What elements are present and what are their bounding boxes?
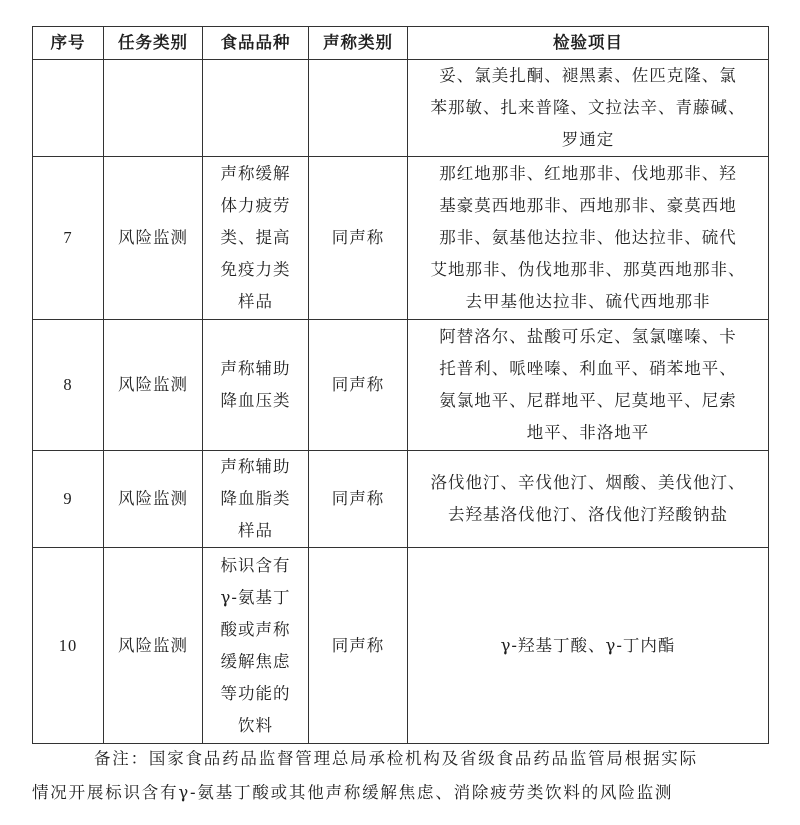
item-line: 艾地那非、伪伐地那非、那莫西地那非、 <box>430 260 746 279</box>
food-line: 等功能的 <box>220 683 291 703</box>
row-task: 风险监测 <box>104 451 203 548</box>
row-items <box>408 60 769 157</box>
food-line: 标识含有 <box>220 555 291 575</box>
table-row <box>33 548 769 744</box>
header-food-type: 食品品种 <box>203 27 309 60</box>
item-line: 妥、氯美扎酮、褪黑素、佐匹克隆、氯 <box>439 66 737 85</box>
row-claim: 同声称 <box>309 157 408 320</box>
row-serial: 9 <box>33 451 104 548</box>
row-claim <box>309 60 408 157</box>
row-items <box>408 451 769 548</box>
row-serial: 8 <box>33 320 104 451</box>
item-line: 那非、氨基他达拉非、他达拉非、硫代 <box>439 228 737 247</box>
food-line: 缓解焦虑 <box>220 651 291 671</box>
food-line: 酸或声称 <box>220 619 291 639</box>
item-line: 阿替洛尔、盐酸可乐定、氢氯噻嗪、卡 <box>439 327 737 346</box>
row-food <box>203 548 309 744</box>
header-inspection-items: 检验项目 <box>408 27 769 60</box>
footnote-line-1: 备注：国家食品药品监督管理总局承检机构及省级食品药品监管局根据实际 <box>94 749 698 768</box>
row-claim: 同声称 <box>309 451 408 548</box>
item-line: 地平、非洛地平 <box>526 423 650 442</box>
row-food <box>203 451 309 548</box>
table-row <box>33 451 769 548</box>
food-line: 降血脂类 <box>220 489 291 508</box>
inspection-table <box>32 26 769 744</box>
food-line: 饮料 <box>238 715 273 735</box>
food-line: 声称辅助 <box>220 359 291 378</box>
row-task: 风险监测 <box>104 157 203 320</box>
row-items <box>408 548 769 744</box>
item-line: 洛伐他汀、辛伐他汀、烟酸、美伐他汀、 <box>430 473 746 492</box>
food-line: 体力疲劳 <box>220 196 291 215</box>
row-serial: 10 <box>33 548 104 744</box>
row-serial: 7 <box>33 157 104 320</box>
header-claim-category: 声称类别 <box>309 27 408 60</box>
footnote <box>32 742 768 810</box>
food-line: 声称缓解 <box>220 164 291 183</box>
header-serial: 序号 <box>33 27 104 60</box>
food-line: 声称辅助 <box>220 457 291 476</box>
item-line: 基豪莫西地那非、西地那非、豪莫西地 <box>439 196 737 215</box>
item-line: 氨氯地平、尼群地平、尼莫地平、尼索 <box>439 391 737 410</box>
food-line: 类、提高 <box>220 228 291 247</box>
row-task <box>104 60 203 157</box>
row-task: 风险监测 <box>104 320 203 451</box>
food-line: 样品 <box>238 292 273 311</box>
row-items <box>408 320 769 451</box>
item-line: γ-羟基丁酸、γ-丁内酯 <box>500 635 676 655</box>
item-line: 那红地那非、红地那非、伐地那非、羟 <box>439 164 737 183</box>
item-line: 罗通定 <box>561 130 615 149</box>
row-claim: 同声称 <box>309 320 408 451</box>
table-row <box>33 157 769 320</box>
table-row <box>33 320 769 451</box>
header-task-category: 任务类别 <box>104 27 203 60</box>
row-food <box>203 157 309 320</box>
row-items <box>408 157 769 320</box>
row-task: 风险监测 <box>104 548 203 744</box>
row-food <box>203 60 309 157</box>
row-serial <box>33 60 104 157</box>
food-line: 降血压类 <box>220 391 291 410</box>
food-line: 样品 <box>238 521 273 540</box>
food-line: 免疫力类 <box>220 260 291 279</box>
food-line: γ-氨基丁 <box>220 587 291 607</box>
item-line: 苯那敏、扎来普隆、文拉法辛、青藤碱、 <box>430 98 746 117</box>
footnote-line-2: 情况开展标识含有γ-氨基丁酸或其他声称缓解焦虑、消除疲劳类饮料的风险监测 <box>32 783 674 802</box>
item-line: 托普利、哌唑嗪、利血平、硝苯地平、 <box>439 359 737 378</box>
row-food <box>203 320 309 451</box>
item-line: 去羟基洛伐他汀、洛伐他汀羟酸钠盐 <box>448 505 728 524</box>
table-row <box>33 60 769 157</box>
row-claim: 同声称 <box>309 548 408 744</box>
table-header-row <box>33 27 769 60</box>
item-line: 去甲基他达拉非、硫代西地那非 <box>465 292 711 311</box>
